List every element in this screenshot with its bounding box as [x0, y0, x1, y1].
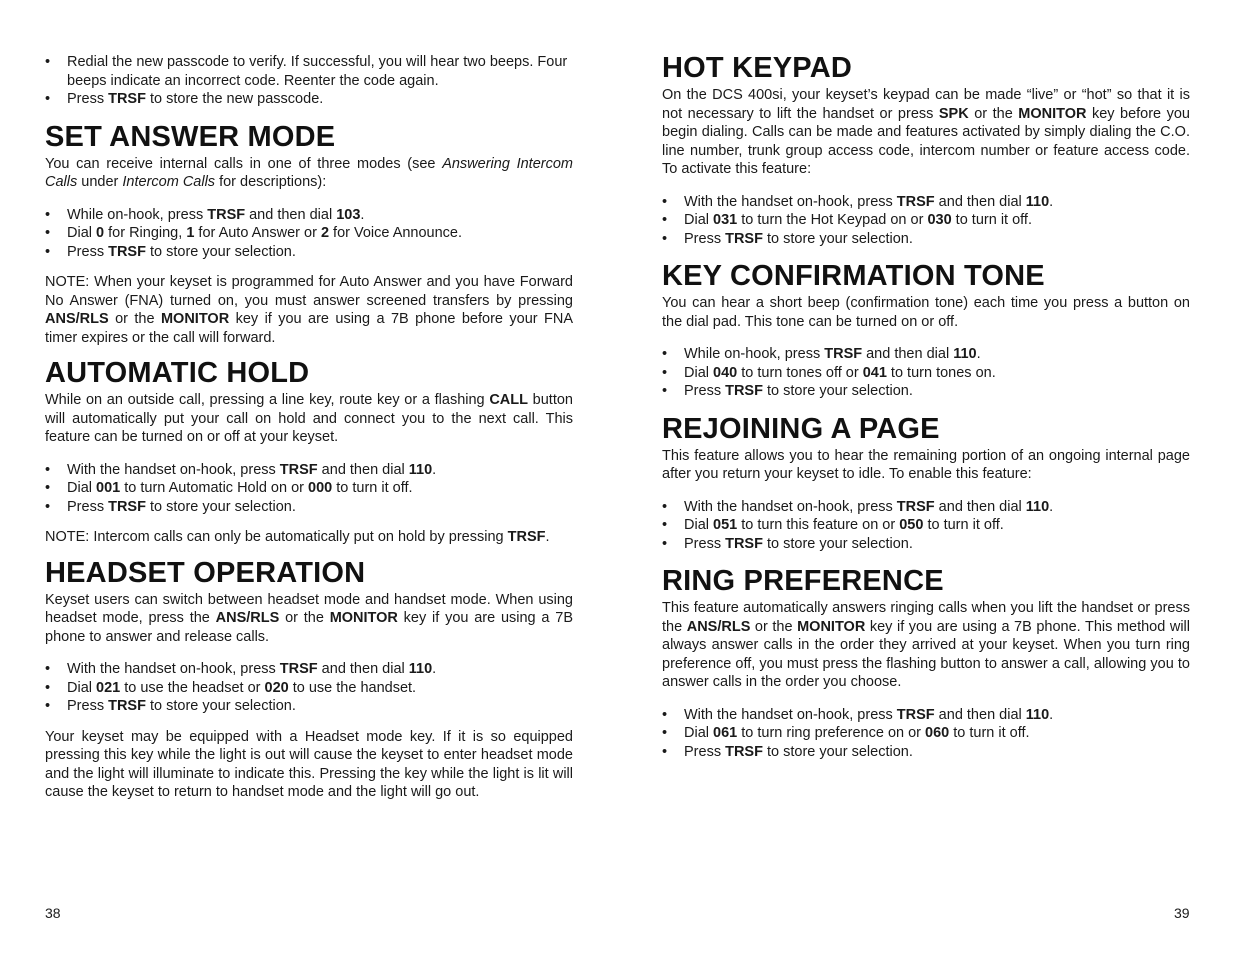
text-run: . [432, 661, 437, 677]
bullet-item [45, 697, 573, 716]
text-run: to turn ring preference on or [737, 725, 926, 741]
bold-key-text: TRSF [896, 193, 935, 210]
text-run: With the handset on-hook, press [684, 706, 897, 723]
bullet-item [662, 706, 1190, 725]
bold-key-text: TRSF [824, 346, 863, 362]
bullet-item [45, 53, 573, 90]
section-heading: KEY CONFIRMATION TONE [662, 260, 1045, 292]
text-run: Your keyset may be equipped with a Headset mode key. If it is so equipped pressing this key while the light is out will cause the keyset to enter headset mode and the light will illuminate to indicate this. Pressing the key while the light is lit will cause the keyset to return to handset mode and the light will go out. [45, 728, 573, 800]
right-page [662, 0, 1190, 773]
text-run: Press [684, 743, 726, 760]
left-sections [45, 121, 573, 802]
bold-key-text: 030 [927, 212, 952, 228]
bold-key-text: 050 [899, 517, 924, 533]
bold-key-text: TRSF [207, 206, 246, 223]
bullet-dot-icon: • [45, 498, 51, 515]
bold-key-text: TRSF [725, 535, 763, 552]
text-run: Dial [67, 225, 97, 241]
bullet-dot-icon: • [45, 225, 51, 241]
section [662, 260, 1190, 401]
text-run: Press [67, 698, 109, 714]
text-run: for Voice Announce. [329, 225, 463, 241]
text-run: On the DCS 400si, your keyset’s keypad can be made “live” or “hot” so that it is not necessary to lift the handset or press [662, 87, 1190, 122]
instruction-list [45, 461, 573, 517]
text-run: for Auto Answer or [194, 225, 321, 241]
text-run: key before you begin dialing. Calls can be made and features activated by simply dialing the C.O. line number, trunk group access code, intercom number or feature access code. To activate this feature: [662, 105, 1190, 177]
bold-key-text: 041 [862, 364, 887, 381]
text-run: While on-hook, press [67, 206, 208, 223]
bold-key-text: 110 [408, 461, 433, 478]
bullet-item [45, 479, 573, 498]
bold-key-text: 020 [264, 679, 289, 696]
bold-key-text: TRSF [108, 243, 146, 260]
text-run: NOTE: Intercom calls can only be automatically put on hold by pressing [45, 529, 508, 545]
text-run: to turn it off. [949, 725, 1030, 741]
section-heading: HEADSET OPERATION [45, 556, 366, 589]
text-run: or the [968, 105, 1019, 122]
bullet-dot-icon: • [45, 91, 51, 107]
instruction-list [45, 206, 573, 262]
section-intro [662, 599, 1190, 692]
bullet-item [662, 211, 1190, 230]
text-run: and then dial [934, 706, 1026, 723]
text-run: to turn tones on. [886, 364, 996, 381]
bold-key-text: 060 [925, 725, 950, 741]
text-run: . [1049, 706, 1054, 723]
italic-reference-text: Answering Intercom Calls [45, 155, 573, 190]
section-heading: AUTOMATIC HOLD [45, 357, 310, 389]
bold-key-text: 103 [336, 206, 361, 223]
text-run: Dial [67, 679, 97, 696]
bold-key-text: ANS/RLS [686, 618, 751, 635]
bullet-item [45, 90, 573, 109]
text-run: and then dial [317, 661, 409, 677]
bold-key-text: 001 [96, 480, 121, 496]
text-run: Keyset users can switch between headset mode and handset mode. When using headset mode, press the [45, 591, 573, 626]
text-run: . [976, 346, 981, 362]
italic-reference-text: Intercom Calls [122, 174, 216, 190]
instruction-list [662, 498, 1190, 554]
text-run: under [77, 174, 123, 190]
text-run: Redial the new passcode to verify. If successful, you will hear two beeps. Four beeps indicate an incorrect code. Reenter the code again. [67, 54, 568, 89]
section-heading: HOT KEYPAD [662, 52, 852, 84]
bold-key-text: 061 [713, 725, 738, 741]
text-run: . [360, 206, 365, 223]
bullet-dot-icon: • [662, 383, 668, 399]
bullet-item [662, 382, 1190, 401]
bullet-item [662, 193, 1190, 212]
bold-key-text: 021 [96, 679, 121, 696]
section-intro [662, 447, 1190, 484]
bullet-dot-icon: • [662, 743, 668, 760]
bullet-dot-icon: • [45, 206, 51, 223]
text-run: or the [108, 311, 161, 327]
bullet-dot-icon: • [662, 193, 668, 210]
bullet-item [662, 535, 1190, 554]
text-run: Dial [684, 725, 714, 741]
text-run: Dial [684, 364, 714, 381]
text-run: While on-hook, press [684, 346, 825, 362]
text-run: This feature automatically answers ringing calls when you lift the handset or press the [662, 600, 1190, 635]
bullet-dot-icon: • [662, 498, 668, 515]
text-run: . [432, 461, 437, 478]
text-run: You can receive internal calls in one of three modes (see [45, 155, 443, 172]
text-run: With the handset on-hook, press [684, 193, 897, 210]
text-run: Press [684, 230, 726, 247]
bullet-dot-icon: • [662, 706, 668, 723]
bold-key-text: 2 [320, 225, 330, 241]
bold-key-text: 110 [1025, 498, 1050, 515]
bullet-dot-icon: • [45, 679, 51, 696]
text-run: key if you are using a 7B phone before your FNA timer expires or the call will forward. [45, 311, 574, 346]
section [45, 121, 573, 348]
section-intro [662, 294, 1190, 331]
instruction-list [662, 706, 1190, 762]
instruction-list [662, 193, 1190, 249]
bullet-item [45, 243, 573, 262]
section [45, 557, 573, 802]
text-run: to turn it off. [332, 480, 413, 496]
bullet-item [662, 345, 1190, 364]
section [662, 413, 1190, 554]
bold-key-text: 0 [96, 225, 105, 241]
section-intro [45, 391, 573, 447]
bold-key-text: ANS/RLS [45, 311, 109, 327]
bold-key-text: 110 [953, 346, 977, 362]
bold-key-text: 040 [713, 364, 738, 381]
text-run: to turn tones off or [737, 364, 863, 381]
text-run: to store your selection. [762, 743, 913, 760]
text-run: to store your selection. [145, 243, 296, 260]
section-heading: RING PREFERENCE [662, 565, 944, 597]
text-run: or the [279, 610, 330, 626]
bullet-dot-icon: • [45, 698, 51, 714]
text-run: to turn the Hot Keypad on or [737, 212, 928, 228]
text-run: This feature allows you to hear the remaining portion of an ongoing internal page after you return your keyset to idle. To enable this feature: [662, 447, 1190, 482]
bold-key-text: TRSF [279, 461, 318, 478]
bold-key-text: MONITOR [1018, 105, 1087, 122]
instruction-list [45, 660, 573, 716]
bullet-dot-icon: • [662, 535, 668, 552]
text-run: and then dial [245, 206, 337, 223]
text-run: Press [67, 243, 109, 260]
text-run: Dial [684, 212, 714, 228]
bold-key-text: TRSF [725, 743, 763, 760]
bold-key-text: TRSF [279, 661, 318, 677]
bullet-item [45, 498, 573, 517]
text-run: With the handset on-hook, press [67, 661, 280, 677]
bold-key-text: TRSF [725, 230, 763, 247]
left-page [45, 0, 573, 802]
bullet-item [45, 679, 573, 698]
bold-key-text: TRSF [108, 698, 146, 714]
bullet-item [662, 364, 1190, 383]
text-run: NOTE: When your keyset is programmed for Auto Answer and you have Forward No Answer (FNA) turned on, you must answer screened transfers by pressing [45, 274, 573, 309]
text-run: to store your selection. [762, 230, 913, 247]
bold-key-text: 110 [408, 661, 433, 677]
text-run: key if you are using a 7B phone. This method will always answer calls in the order they arrived at your keyset. When you turn ring preference off, you must press the flashing button to answer a call, allowing you to answer calls in the order you choose. [662, 618, 1190, 690]
bold-key-text: 031 [713, 212, 738, 228]
section-heading: SET ANSWER MODE [45, 120, 336, 153]
text-run: or the [750, 618, 798, 635]
bold-key-text: 1 [186, 225, 195, 241]
text-run: to turn it off. [923, 517, 1004, 533]
bullet-item [662, 498, 1190, 517]
section-note [45, 728, 573, 802]
bullet-item [45, 206, 573, 225]
text-run: and then dial [934, 498, 1026, 515]
text-run: button will automatically put your call on hold and connect you to the next call. This feature can be turned on or off at your keyset. [45, 392, 573, 445]
page-number-left: 38 [45, 905, 61, 921]
text-run: Press [684, 535, 726, 552]
instruction-list [662, 345, 1190, 401]
bold-key-text: MONITOR [329, 610, 398, 626]
text-run: and then dial [934, 193, 1026, 210]
bold-key-text: SPK [938, 105, 969, 122]
section-intro [45, 155, 573, 192]
text-run: Press [684, 383, 726, 399]
section-heading: REJOINING A PAGE [662, 412, 940, 445]
bullet-dot-icon: • [662, 364, 668, 381]
continued-bullet-list [45, 53, 573, 109]
bold-key-text: TRSF [896, 706, 935, 723]
text-run: While on an outside call, pressing a line key, route key or a flashing [45, 392, 490, 408]
text-run: . [1049, 498, 1054, 515]
text-run: for descriptions): [215, 174, 327, 190]
section [45, 357, 573, 547]
bullet-item [45, 224, 573, 243]
bullet-dot-icon: • [662, 230, 668, 247]
bullet-dot-icon: • [45, 243, 51, 260]
text-run: Dial [67, 480, 97, 496]
bullet-item [662, 743, 1190, 762]
text-run: to use the handset. [288, 679, 417, 696]
bold-key-text: TRSF [725, 383, 763, 399]
text-run: key if you are using a 7B phone to answer and release calls. [45, 610, 573, 645]
text-run: . [545, 529, 550, 545]
text-run: . [1049, 193, 1054, 210]
bullet-dot-icon: • [662, 346, 668, 362]
text-run: Dial [684, 517, 714, 533]
text-run: to store your selection. [145, 698, 296, 714]
bold-key-text: TRSF [507, 529, 546, 545]
bullet-item [45, 461, 573, 480]
bullet-dot-icon: • [662, 212, 668, 228]
bullet-dot-icon: • [45, 661, 51, 677]
page-number-right: 39 [1174, 905, 1190, 921]
text-run: and then dial [317, 461, 409, 478]
bullet-dot-icon: • [662, 725, 668, 741]
bullet-dot-icon: • [45, 54, 51, 70]
text-run: Press [67, 498, 109, 515]
text-run: to turn Automatic Hold on or [120, 480, 309, 496]
right-sections [662, 52, 1190, 761]
section-intro [662, 86, 1190, 179]
section [662, 565, 1190, 761]
bullet-item [662, 230, 1190, 249]
bold-key-text: TRSF [896, 498, 935, 515]
text-run: You can hear a short beep (confirmation tone) each time you press a button on the dial pad. This tone can be turned on or off. [662, 295, 1190, 330]
section-note [45, 273, 573, 347]
text-run: to store your selection. [762, 383, 913, 399]
text-run: to store your selection. [145, 498, 296, 515]
bold-key-text: MONITOR [797, 618, 866, 635]
bullet-item [45, 660, 573, 679]
text-run: for Ringing, [104, 225, 187, 241]
section-note [45, 528, 573, 547]
bold-key-text: 110 [1025, 193, 1050, 210]
section-intro [45, 591, 573, 647]
text-run: Press [67, 91, 109, 107]
bullet-dot-icon: • [662, 517, 668, 533]
bullet-dot-icon: • [45, 480, 51, 496]
text-run: to store your selection. [762, 535, 913, 552]
text-run: to store the new passcode. [145, 91, 324, 107]
bold-key-text: CALL [489, 392, 528, 408]
bold-key-text: ANS/RLS [215, 610, 280, 626]
text-run: to use the headset or [120, 679, 265, 696]
text-run: With the handset on-hook, press [684, 498, 897, 515]
text-run: to turn this feature on or [737, 517, 900, 533]
bold-key-text: TRSF [108, 91, 146, 107]
bold-key-text: 000 [308, 480, 333, 496]
bold-key-text: TRSF [108, 498, 146, 515]
section [662, 52, 1190, 248]
bullet-item [662, 516, 1190, 535]
bold-key-text: 110 [1025, 706, 1050, 723]
bold-key-text: MONITOR [160, 311, 230, 327]
text-run: With the handset on-hook, press [67, 461, 280, 478]
bullet-item [662, 724, 1190, 743]
text-run: to turn it off. [951, 212, 1032, 228]
bold-key-text: 051 [713, 517, 738, 533]
text-run: and then dial [862, 346, 954, 362]
bullet-dot-icon: • [45, 461, 51, 478]
